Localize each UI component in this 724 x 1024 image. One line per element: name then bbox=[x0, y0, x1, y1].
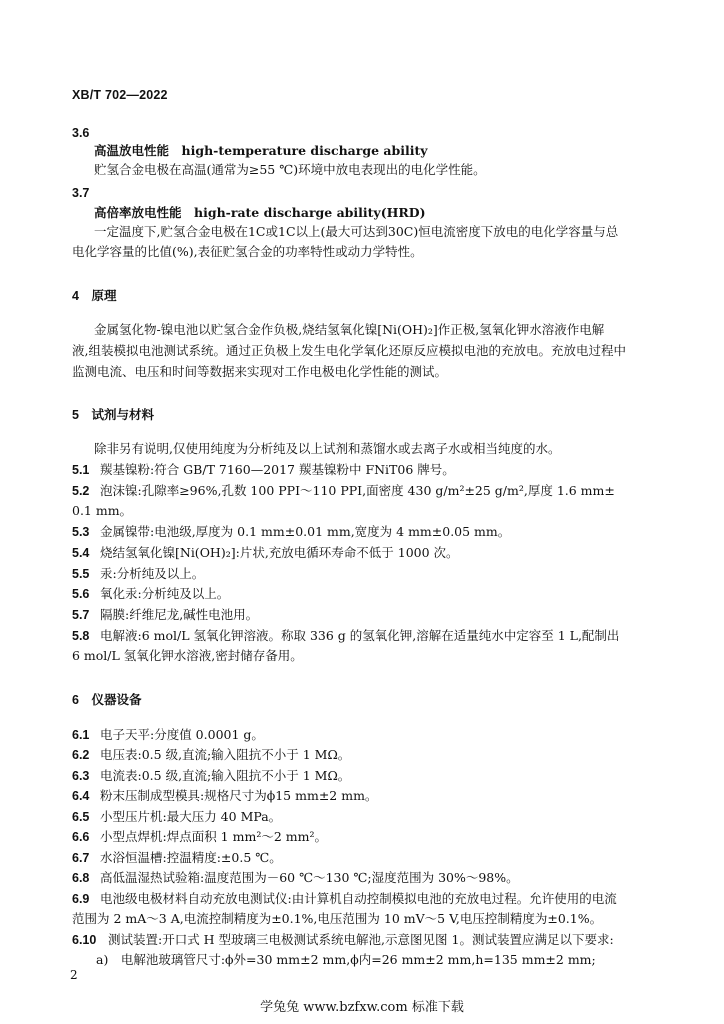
clause-number: 5.8 bbox=[72, 629, 90, 643]
clause-number: 6.1 bbox=[72, 728, 90, 742]
section-heading-4: 4 原理 bbox=[72, 289, 117, 303]
clause-5-8 bbox=[72, 628, 619, 644]
clause-text: 隔膜:纤维尼龙,碱性电池用。 bbox=[100, 607, 259, 622]
clause-number: 6.8 bbox=[72, 871, 90, 885]
watermark-footer: 学兔兔 www.bzfxw.com 标准下载 bbox=[260, 1000, 464, 1015]
clause-text: 小型压片机:最大压力 40 MPa。 bbox=[100, 809, 282, 824]
clause-number: 5.4 bbox=[72, 546, 90, 560]
term-definition-3-7-line2: 电化学容量的比值(%),表征贮氢合金的功率特性或动力学特性。 bbox=[72, 244, 423, 259]
section-4-para-line1: 金属氢化物-镍电池以贮氢合金作负极,烧结氢氧化镍[Ni(OH)₂]作正极,氢氧化钾水溶液作电解 bbox=[94, 322, 605, 337]
section-heading-5: 5 试剂与材料 bbox=[72, 408, 154, 422]
clause-text: 电子天平:分度值 0.0001 g。 bbox=[100, 727, 264, 742]
clause-text: 汞:分析纯及以上。 bbox=[100, 566, 205, 581]
clause-6-5 bbox=[72, 809, 281, 825]
clause-text: 测试装置:开口式 H 型玻璃三电极测试系统电解池,示意图见图 1。测试装置应满足以下要求: bbox=[108, 932, 614, 947]
clause-number: 5.6 bbox=[72, 587, 90, 601]
clause-text: 氧化汞:分析纯及以上。 bbox=[100, 586, 230, 601]
clause-number: 5.5 bbox=[72, 567, 90, 581]
clause-6-9 bbox=[72, 891, 617, 907]
clause-number-3-7: 3.7 bbox=[72, 186, 90, 200]
clause-number: 6.3 bbox=[72, 769, 90, 783]
clause-5-5 bbox=[72, 566, 204, 582]
clause-6-6 bbox=[72, 829, 327, 845]
clause-number: 5.2 bbox=[72, 484, 90, 498]
clause-text: 烧结氢氧化镍[Ni(OH)₂]:片状,充放电循环寿命不低于 1000 次。 bbox=[100, 545, 459, 560]
clause-text: 水浴恒温槽:控温精度:±0.5 ℃。 bbox=[100, 850, 282, 865]
clause-6-7 bbox=[72, 850, 282, 866]
clause-text: 泡沫镍:孔隙率≥96%,孔数 100 PPI～110 PPI,面密度 430 g/m²±25 g/m²,厚度 1.6 mm± bbox=[100, 483, 615, 498]
term-definition-3-6: 贮氢合金电极在高温(通常为≥55 ℃)环境中放电表现出的电化学性能。 bbox=[94, 162, 486, 177]
clause-number: 5.1 bbox=[72, 463, 90, 477]
clause-6-1 bbox=[72, 727, 264, 743]
clause-6-2 bbox=[72, 747, 350, 763]
page-number: 2 bbox=[70, 968, 78, 982]
clause-5-2-continued: 0.1 mm。 bbox=[72, 503, 133, 518]
clause-number: 5.7 bbox=[72, 608, 90, 622]
clause-6-10-item-a: a) 电解池玻璃管尺寸:ϕ外=30 mm±2 mm,ϕ内=26 mm±2 mm,h=135 mm±2 mm; bbox=[96, 952, 596, 967]
clause-6-8 bbox=[72, 870, 519, 886]
clause-5-4 bbox=[72, 545, 459, 561]
clause-number: 6.2 bbox=[72, 748, 90, 762]
section-heading-6: 6 仪器设备 bbox=[72, 693, 142, 707]
section-4-para-line3: 监测电流、电压和时间等数据来实现对工作电极电化学性能的测试。 bbox=[72, 364, 448, 379]
clause-text: 电压表:0.5 级,直流;输入阻抗不小于 1 MΩ。 bbox=[100, 747, 351, 762]
clause-number: 6.6 bbox=[72, 830, 90, 844]
clause-6-10 bbox=[72, 932, 614, 948]
clause-number: 6.7 bbox=[72, 851, 90, 865]
clause-text: 粉末压制成型模具:规格尺寸为ϕ15 mm±2 mm。 bbox=[100, 788, 378, 803]
term-definition-3-7-line1: 一定温度下,贮氢合金电极在1C或1C以上(最大可达到30C)恒电流密度下放电的电化学容量与总 bbox=[94, 224, 619, 239]
term-title-3-7: 高倍率放电性能 high-rate discharge ability(HRD) bbox=[94, 205, 426, 220]
section-4-para-line2: 液,组装模拟电池测试系统。通过正负极上发生电化学氧化还原反应模拟电池的充放电。充放电过程中 bbox=[72, 343, 626, 358]
clause-text: 小型点焊机:焊点面积 1 mm²～2 mm²。 bbox=[100, 829, 327, 844]
section-5-intro: 除非另有说明,仅使用纯度为分析纯及以上试剂和蒸馏水或去离子水或相当纯度的水。 bbox=[94, 441, 561, 456]
clause-6-9-continued: 范围为 2 mA～3 A,电流控制精度为±0.1%,电压范围为 10 mV～5 V,电压控制精度为±0.1%。 bbox=[72, 911, 603, 926]
clause-5-2 bbox=[72, 483, 615, 499]
clause-number: 6.10 bbox=[72, 933, 97, 947]
clause-number-3-6: 3.6 bbox=[72, 126, 90, 140]
clause-6-4 bbox=[72, 788, 377, 804]
clause-number: 6.5 bbox=[72, 810, 90, 824]
clause-number: 5.3 bbox=[72, 525, 90, 539]
clause-6-3 bbox=[72, 768, 350, 784]
clause-text: 金属镍带:电池级,厚度为 0.1 mm±0.01 mm,宽度为 4 mm±0.05 mm。 bbox=[100, 524, 511, 539]
clause-text: 电池级电极材料自动充放电测试仪:由计算机自动控制模拟电池的充放电过程。允许使用的电流 bbox=[100, 891, 617, 906]
clause-number: 6.4 bbox=[72, 789, 90, 803]
clause-5-1 bbox=[72, 462, 455, 478]
term-title-3-6: 高温放电性能 high-temperature discharge ability bbox=[94, 143, 428, 158]
standard-code-header: XB/T 702—2022 bbox=[72, 88, 168, 102]
clause-number: 6.9 bbox=[72, 892, 90, 906]
clause-5-3 bbox=[72, 524, 510, 540]
clause-text: 电流表:0.5 级,直流;输入阻抗不小于 1 MΩ。 bbox=[100, 768, 351, 783]
clause-text: 羰基镍粉:符合 GB/T 7160—2017 羰基镍粉中 FNiT06 牌号。 bbox=[100, 462, 455, 477]
clause-text: 电解液:6 mol/L 氢氧化钾溶液。称取 336 g 的氢氧化钾,溶解在适量纯水中定容至 1 L,配制出 bbox=[100, 628, 620, 643]
clause-text: 高低温湿热试验箱:温度范围为－60 ℃～130 ℃;湿度范围为 30%～98%。 bbox=[100, 870, 519, 885]
clause-5-7 bbox=[72, 607, 258, 623]
clause-5-6 bbox=[72, 586, 229, 602]
clause-5-8-continued: 6 mol/L 氢氧化钾水溶液,密封储存备用。 bbox=[72, 648, 303, 663]
